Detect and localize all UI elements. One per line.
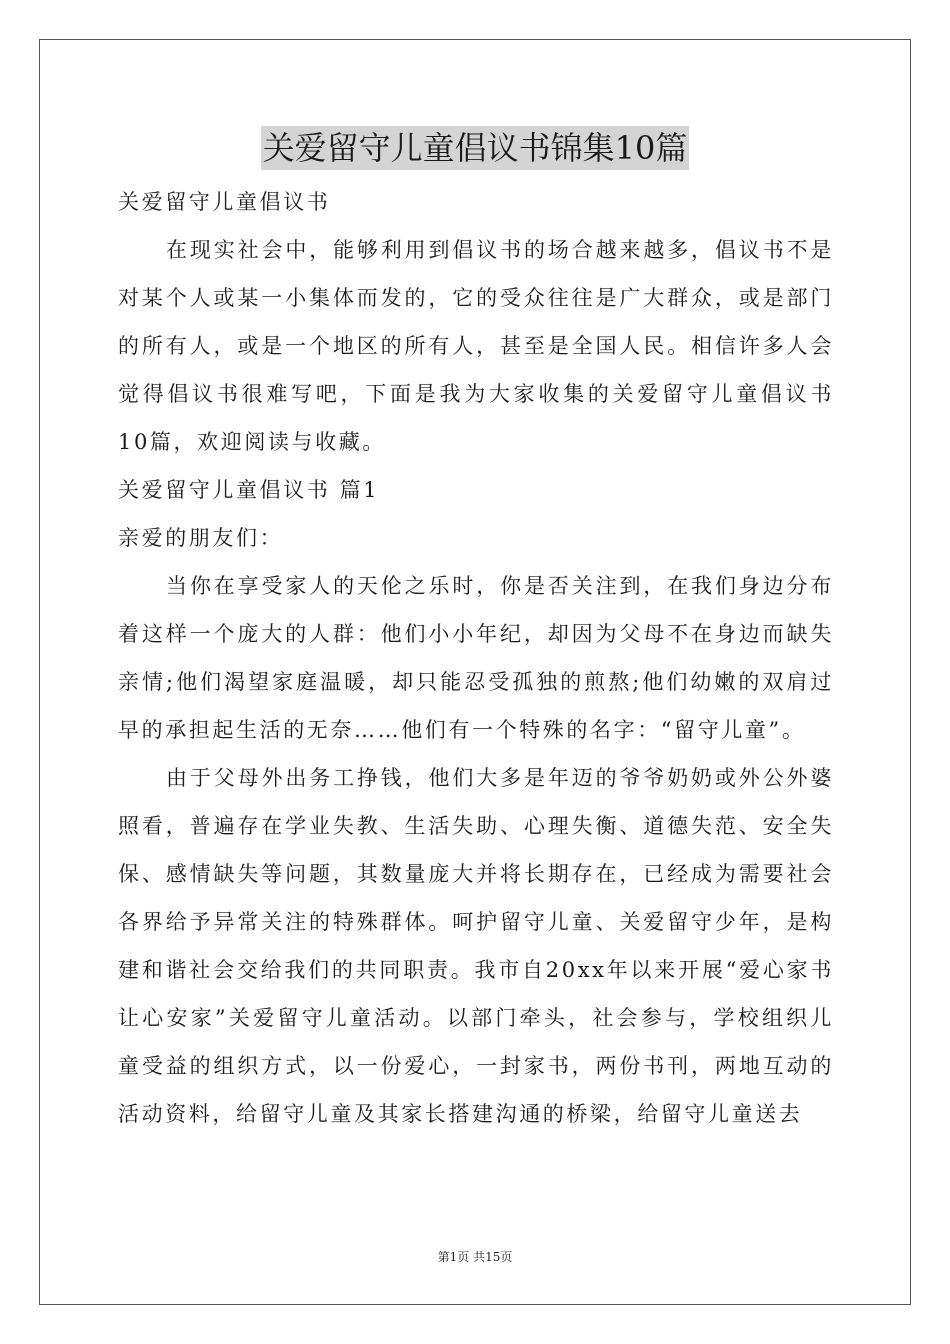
- title-container: [0, 126, 950, 170]
- document-title: 关爱留守儿童倡议书锦集10篇: [261, 126, 690, 170]
- body-paragraph-2: 由于父母外出务工挣钱，他们大多是年迈的爷爷奶奶或外公外婆照看，普遍存在学业失教、生活失助、心理失衡、道德失范、安全失保、感情缺失等问题，其数量庞大并将长期存在，已经成为需要社会各界给予异常关注的特殊群体。呵护留守儿童、关爱留守少年，是构建和谐社会交给我们的共同职责。我市自20xx年以来开展“爱心家书让心安家”关爱留守儿童活动。以部门牵头，社会参与，学校组织儿童受益的组织方式，以一份爱心，一封家书，两份书刊，两地互动的活动资料，给留守儿童及其家长搭建沟通的桥梁，给留守儿童送去: [118, 766, 834, 1126]
- page-footer: 第1页 共15页: [437, 1250, 513, 1264]
- section-heading: 关爱留守儿童倡议书 篇1: [118, 478, 380, 502]
- salutation: 亲爱的朋友们：: [118, 526, 284, 550]
- document-body: [118, 178, 834, 1138]
- body-paragraph-1: 当你在享受家人的天伦之乐时，你是否关注到，在我们身边分布着这样一个庞大的人群：他们小小年纪，却因为父母不在身边而缺失亲情;他们渴望家庭温暖，却只能忍受孤独的煎熬;他们幼嫩的双肩过早的承担起生活的无奈……他们有一个特殊的名字：“留守儿童”。: [118, 574, 834, 742]
- intro-paragraph: 在现实社会中，能够利用到倡议书的场合越来越多，倡议书不是对某个人或某一小集体而发的，它的受众往往是广大群众，或是部门的所有人，或是一个地区的所有人，甚至是全国人民。相信许多人会觉得倡议书很难写吧，下面是我为大家收集的关爱留守儿童倡议书10篇，欢迎阅读与收藏。: [118, 238, 834, 454]
- document-heading: 关爱留守儿童倡议书: [118, 190, 331, 214]
